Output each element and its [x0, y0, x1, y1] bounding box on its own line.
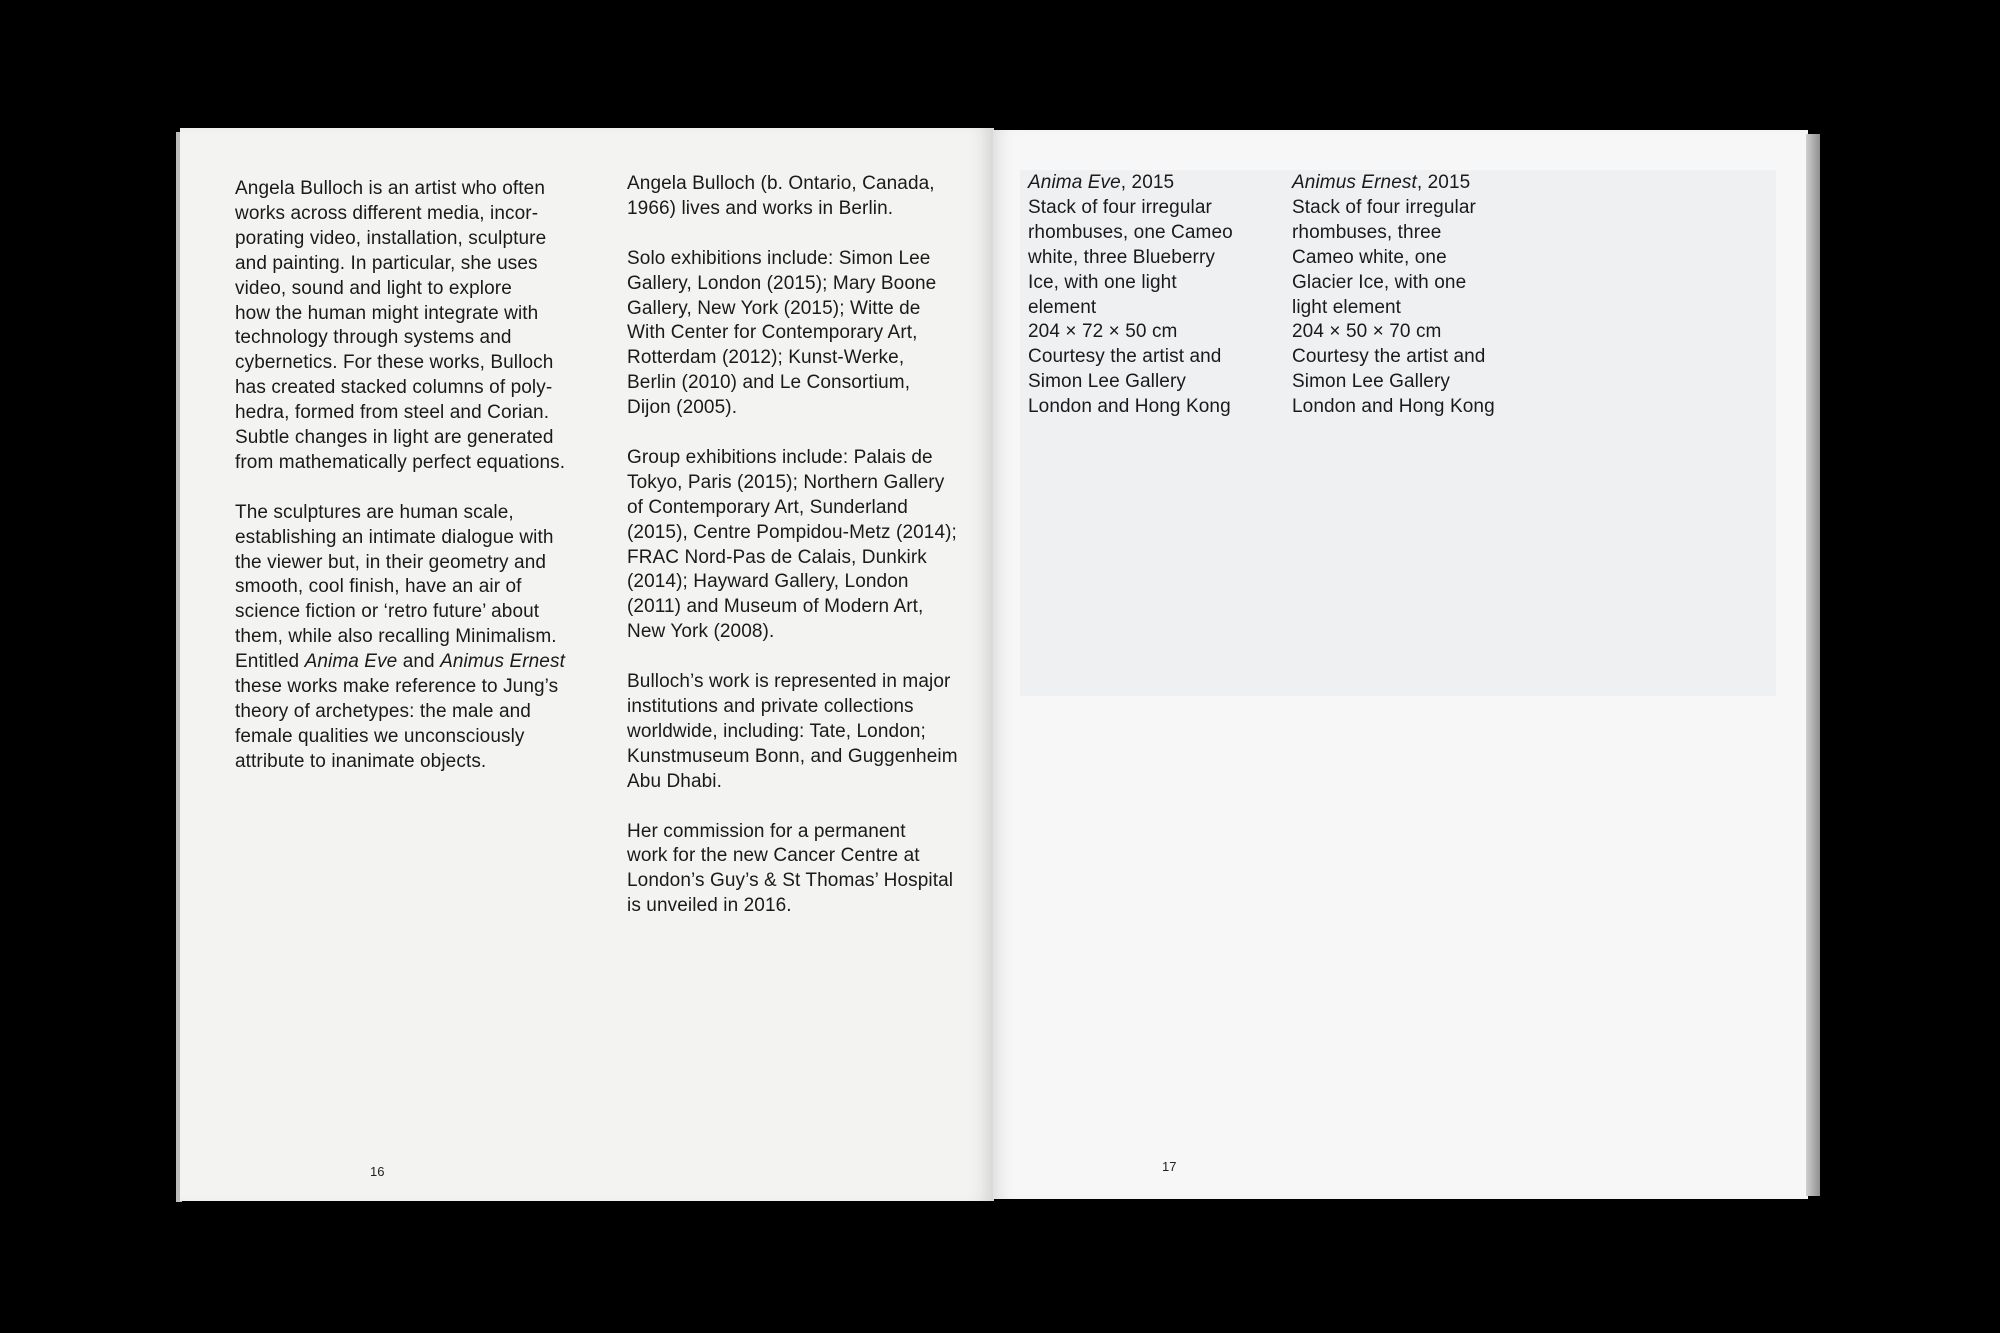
text-line: Ice, with one light	[1028, 271, 1177, 293]
text-line: London and Hong Kong	[1292, 396, 1495, 418]
paragraph	[627, 446, 958, 645]
page-number-right: 17	[1162, 1159, 1177, 1174]
paragraph	[627, 247, 958, 421]
artwork-year: , 2015	[1416, 172, 1471, 193]
text-line: (2015), Centre Pompidou-Metz (2014);	[627, 521, 957, 543]
text-line: is unveiled in 2016.	[627, 895, 792, 917]
text-line: London’s Guy’s & St Thomas’ Hospital	[627, 870, 954, 892]
text-line: Subtle changes in light are generated	[235, 427, 554, 449]
artwork-title: Anima Eve	[304, 651, 398, 673]
text-line: (2014); Hayward Gallery, London	[627, 571, 909, 593]
text-line: from mathematically perfect equations.	[235, 451, 566, 473]
text-line: Angela Bulloch is an artist who often	[235, 178, 545, 199]
text-line: worldwide, including: Tate, London;	[627, 720, 926, 742]
text-line: Stack of four irregular	[1292, 196, 1476, 218]
text-line: cybernetics. For these works, Bulloch	[235, 352, 554, 374]
paragraph	[627, 172, 958, 222]
text-line: technology through systems and	[235, 327, 512, 349]
text-line: rhombuses, three	[1292, 221, 1442, 243]
text-line: Rotterdam (2012); Kunst-Werke,	[627, 347, 905, 369]
text-line: establishing an intimate dialogue with	[235, 526, 554, 548]
left-column-biography-text	[235, 177, 565, 775]
paragraph	[235, 177, 565, 476]
text-line: works across different media, incor-	[235, 202, 539, 224]
text-line: FRAC Nord-Pas de Calais, Dunkirk	[627, 546, 927, 568]
text-line: institutions and private collections	[627, 695, 914, 717]
text-line: Courtesy the artist and	[1292, 346, 1486, 368]
text-line: these works make reference to Jung’s	[235, 676, 559, 698]
text-line: Simon Lee Gallery	[1028, 371, 1186, 393]
text-line: smooth, cool finish, have an air of	[235, 576, 522, 598]
text-line	[235, 650, 565, 675]
text-line: the viewer but, in their geometry and	[235, 551, 547, 573]
caption-title-line	[1292, 171, 1495, 196]
artwork-title: Animus Ernest	[440, 651, 565, 673]
caption-animus-ernest	[1292, 171, 1495, 420]
text-span: Entitled	[235, 651, 305, 673]
text-line: porating video, installation, sculpture	[235, 227, 547, 249]
text-line: them, while also recalling Minimalism.	[235, 626, 557, 648]
text-line: video, sound and light to explore	[235, 277, 512, 299]
text-span: and	[397, 651, 441, 673]
text-line: Dijon (2005).	[627, 397, 738, 419]
text-line: Stack of four irregular	[1028, 196, 1212, 218]
text-line: Cameo white, one	[1292, 246, 1447, 268]
text-line: The sculptures are human scale,	[235, 501, 514, 523]
text-line: has created stacked columns of poly-	[235, 377, 553, 399]
text-line: Tokyo, Paris (2015); Northern Gallery	[627, 471, 945, 493]
paragraph	[627, 670, 958, 795]
text-line: Group exhibitions include: Palais de	[627, 446, 933, 468]
text-line: work for the new Cancer Centre at	[627, 845, 920, 867]
text-line: how the human might integrate with	[235, 302, 539, 324]
text-line: 204 × 50 × 70 cm	[1292, 321, 1442, 343]
text-line: element	[1028, 296, 1097, 318]
text-line: hedra, formed from steel and Corian.	[235, 402, 550, 424]
right-column-cv-text	[627, 172, 958, 919]
text-line: science fiction or ‘retro future’ about	[235, 601, 540, 623]
text-line: attribute to inanimate objects.	[235, 750, 487, 772]
text-line: and painting. In particular, she uses	[235, 252, 538, 274]
caption-anima-eve	[1028, 171, 1233, 420]
text-line: Gallery, New York (2015); Witte de	[627, 297, 921, 319]
text-line: theory of archetypes: the male and	[235, 701, 531, 723]
page-number-left: 16	[370, 1164, 385, 1179]
text-line: 204 × 72 × 50 cm	[1028, 321, 1178, 343]
text-line: Simon Lee Gallery	[1292, 371, 1450, 393]
caption-title-line	[1028, 171, 1233, 196]
text-line: Courtesy the artist and	[1028, 346, 1222, 368]
text-line: Solo exhibitions include: Simon Lee	[627, 247, 931, 269]
text-line: 1966) lives and works in Berlin.	[627, 197, 894, 219]
artwork-title: Anima Eve	[1028, 172, 1121, 193]
artwork-year: , 2015	[1120, 172, 1175, 193]
paragraph	[627, 820, 958, 920]
text-line: Angela Bulloch (b. Ontario, Canada,	[627, 173, 935, 194]
text-line: of Contemporary Art, Sunderland	[627, 496, 908, 518]
paragraph	[235, 501, 565, 650]
text-line: (2011) and Museum of Modern Art,	[627, 596, 924, 618]
text-line: Bulloch’s work is represented in major	[627, 671, 951, 693]
text-line: Kunstmuseum Bonn, and Guggenheim	[627, 745, 958, 767]
text-line: New York (2008).	[627, 621, 775, 643]
text-line: Berlin (2010) and Le Consortium,	[627, 372, 911, 394]
artwork-title: Animus Ernest	[1292, 172, 1417, 193]
text-line: Abu Dhabi.	[627, 770, 723, 792]
text-line: With Center for Contemporary Art,	[627, 322, 918, 344]
text-line: Gallery, London (2015); Mary Boone	[627, 272, 937, 294]
text-line: white, three Blueberry	[1028, 246, 1216, 268]
text-line: rhombuses, one Cameo	[1028, 221, 1233, 243]
right-page-edge	[1806, 134, 1820, 1196]
text-line: light element	[1292, 296, 1402, 318]
text-line: Her commission for a permanent	[627, 820, 906, 842]
text-line: London and Hong Kong	[1028, 396, 1231, 418]
text-line: Glacier Ice, with one	[1292, 271, 1467, 293]
text-line: female qualities we unconsciously	[235, 725, 525, 747]
